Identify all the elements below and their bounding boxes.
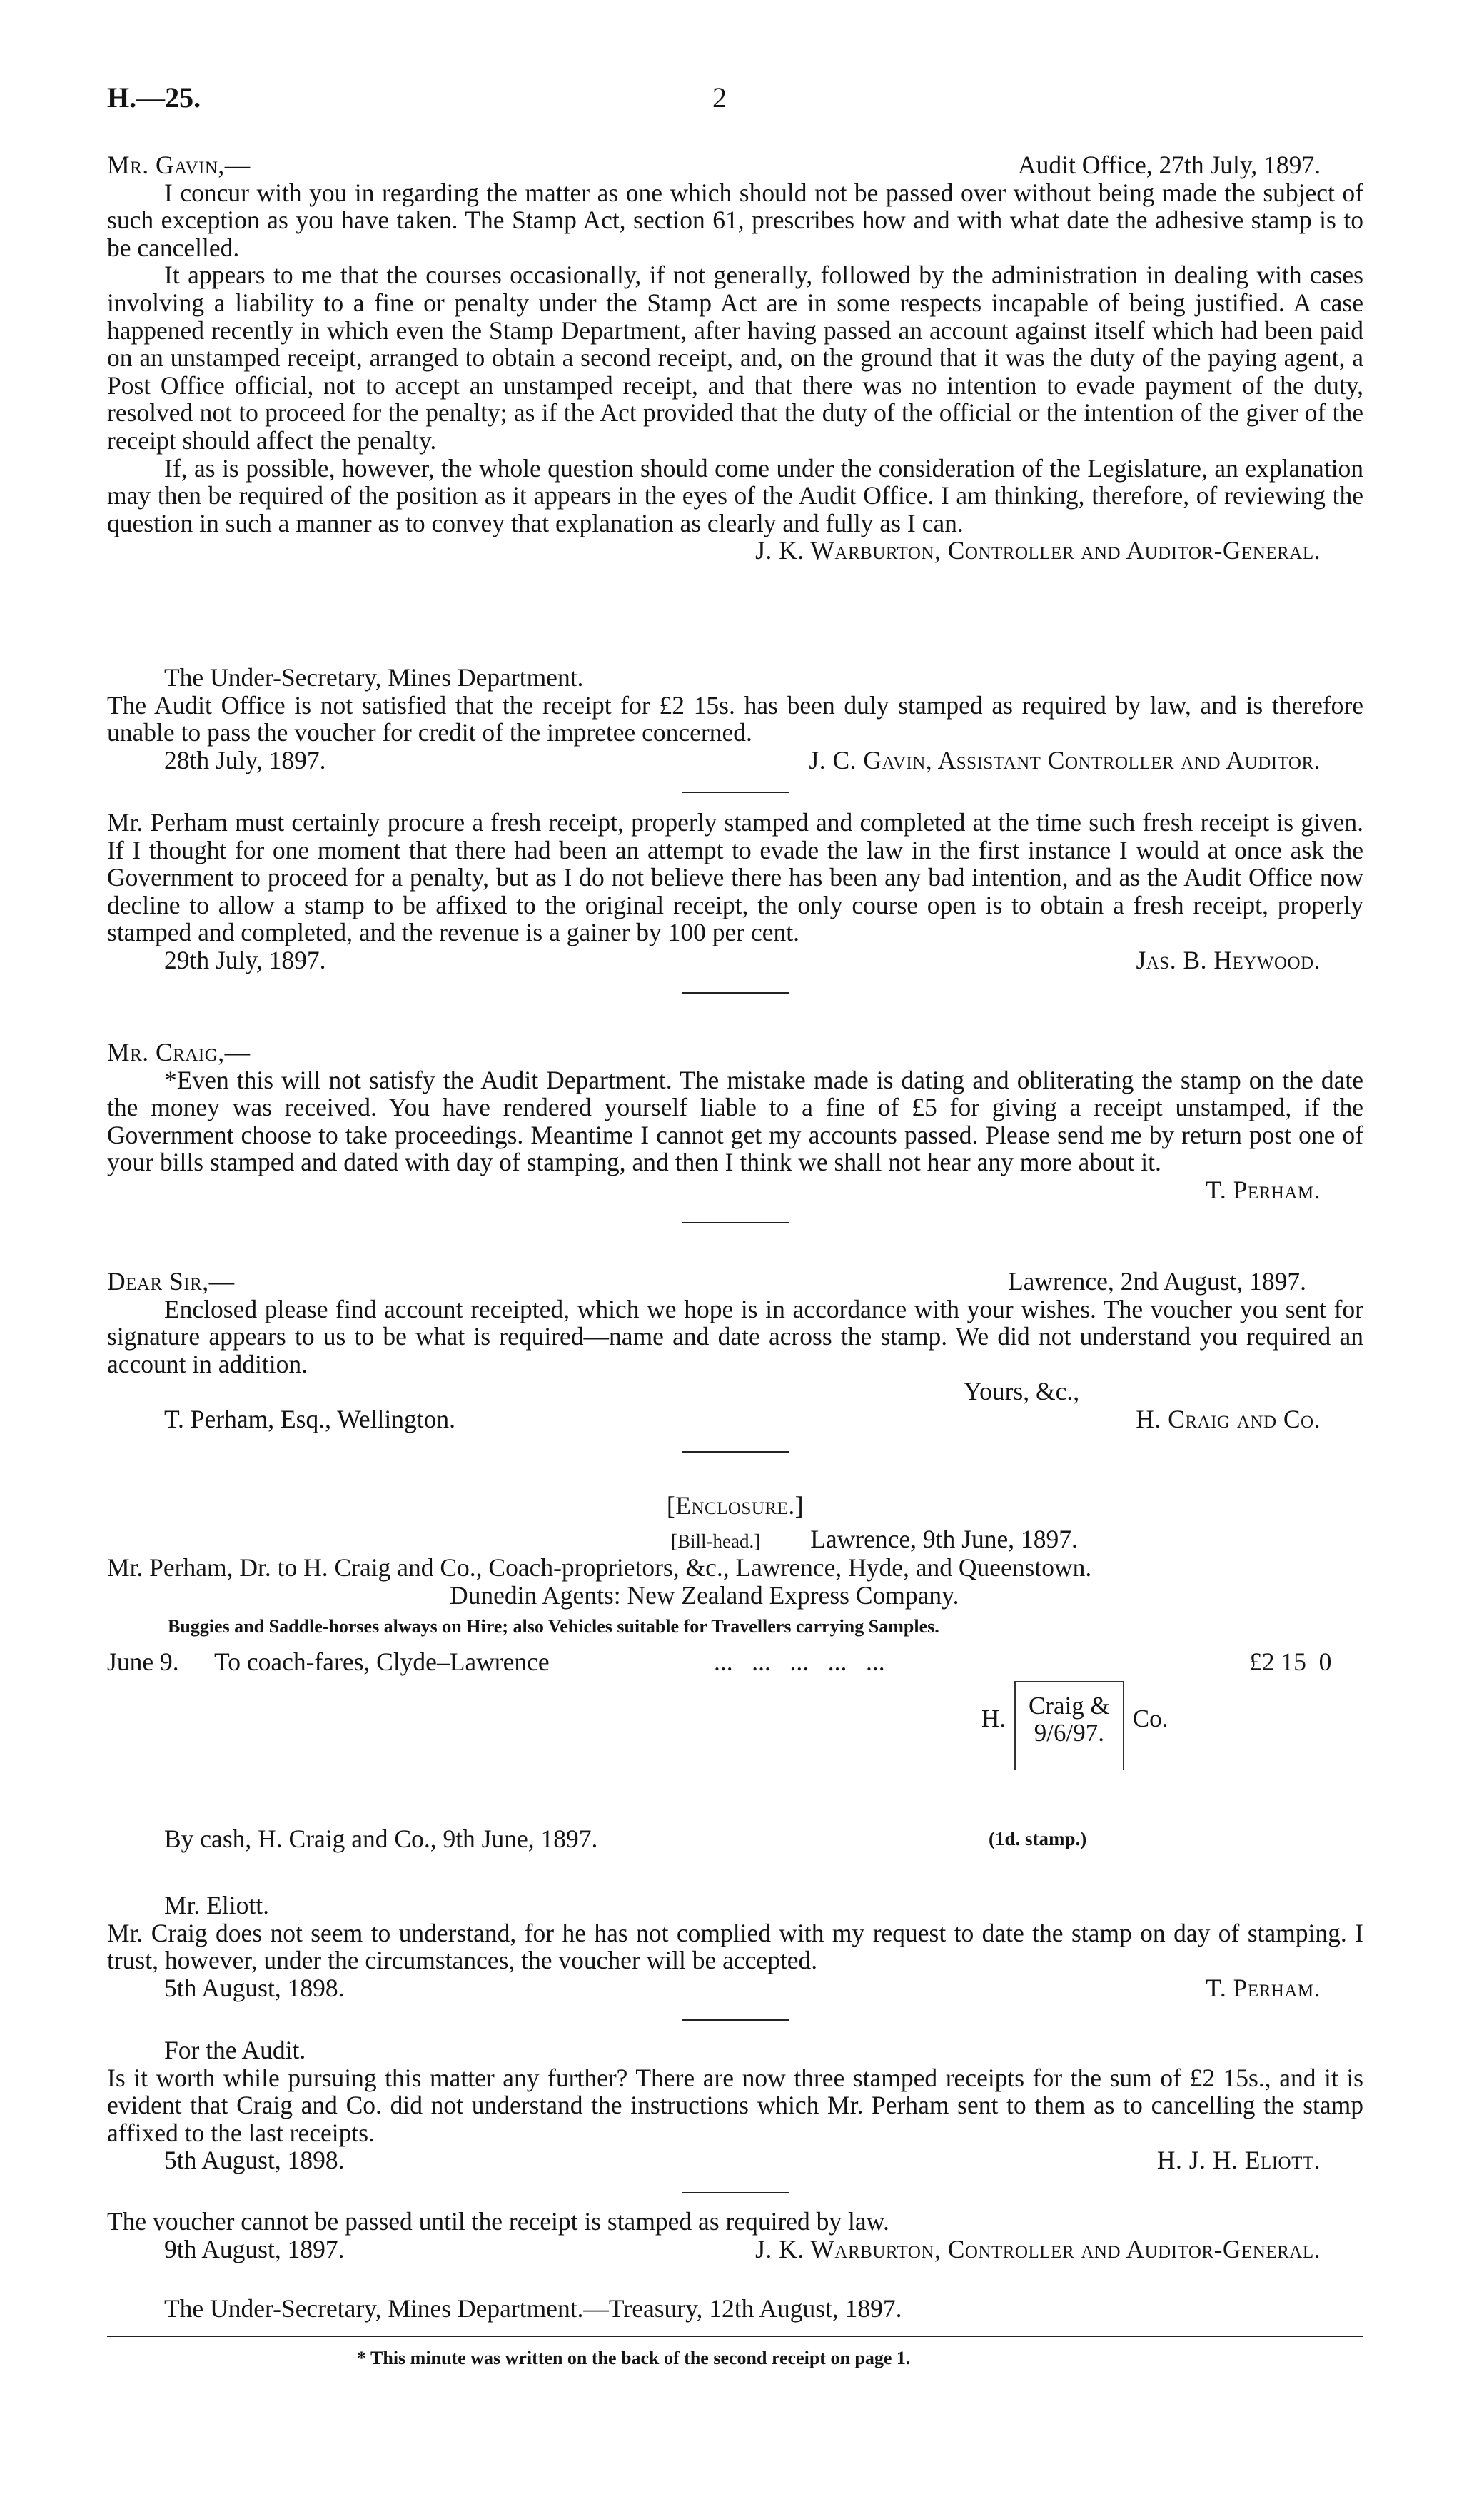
- final-line: The Under-Secretary, Mines Department.—Treasury, 12th August, 1897.: [164, 2294, 902, 2323]
- salutation: Dear Sir,—: [107, 1267, 235, 1296]
- signature: Jas. B. Heywood.: [1136, 945, 1321, 974]
- minute-warburton: [107, 2208, 1363, 2263]
- minute-eliott: [107, 2036, 1363, 2211]
- closing: Yours, &c.,: [964, 1377, 1080, 1406]
- signature: J. C. Gavin, Assistant Controller and Auditor.: [809, 745, 1321, 774]
- stamp-right-text: Co.: [1132, 1705, 1168, 1732]
- addressee: Mr. Eliott.: [164, 1891, 269, 1919]
- bill-agents: Dunedin Agents: New Zealand Express Company.: [450, 1580, 959, 1610]
- addressee: Mr. Craig,—: [107, 1038, 251, 1066]
- stamp-caption: (1d. stamp.): [989, 1828, 1087, 1849]
- letter-craig-to-perham: [107, 1268, 1363, 1470]
- stamp-text: Craig &: [1029, 1692, 1110, 1720]
- minute-body: Is it worth while pursuing this matter any further? There are now three stamped receipts for the sum of £2 15s., and it is evident that Craig and Co. did not understand the instructions which Mr. Perham sent to them as to cancelling the stamp affixed to the last receipts.: [107, 2063, 1363, 2147]
- addressee: For the Audit.: [164, 2036, 306, 2064]
- section-divider: [682, 1222, 789, 1223]
- minute-date: 9th August, 1897.: [164, 2234, 345, 2263]
- letter-body: Enclosed please find account receipted, which we hope is in accordance with your wishes. The voucher you sent for signature appears to us to be what is required—name and date across the stamp. We did not understand you required an account in addition.: [107, 1294, 1363, 1378]
- minute-perham-eliott: [107, 1892, 1363, 2039]
- paragraph: It appears to me that the courses occasionally, if not generally, followed by the administration in dealing with cases involving a liability to a fine or penalty under the Stamp Act are in some respects incapable of being justified. A case happened recently in which even the Stamp Department, after having passed an account against itself which had been paid on an unstamped receipt, arranged to obtain a second receipt, and, on the ground that it was the duty of the paying agent, a Post Office official, not to accept an unstamped receipt, and that there was no intention to evade payment of the duty, resolved not to proceed for the penalty; as if the Act provided that the duty of the official or the intention of the giver of the receipt should affect the penalty.: [107, 261, 1363, 455]
- bill-item-row: [107, 1648, 1363, 1676]
- minute-date: 5th August, 1898.: [164, 1973, 345, 2002]
- minute-body: Mr. Perham must certainly procure a fresh receipt, properly stamped and completed at the time such fresh receipt is given. If I thought for one moment that there had been an attempt to evade the law in the first instance I would at once ask the Government to proceed for a penalty, but as I do not believe there has been any bad intention, and as the Audit Office now decline to allow a stamp to be affixed to the original receipt, the only course open is to obtain a fresh receipt, properly stamped and completed, and the revenue is a gainer by 100 per cent.: [107, 808, 1363, 947]
- item-description: To coach-fares, Clyde–Lawrence: [214, 1647, 550, 1676]
- signature: J. K. Warburton, Controller and Auditor-General.: [755, 536, 1321, 565]
- section-divider: [682, 2019, 789, 2021]
- bill-to-line: Mr. Perham, Dr. to H. Craig and Co., Coach-proprietors, &c., Lawrence, Hyde, and Queenstown.: [107, 1553, 1092, 1582]
- minute-body: The voucher cannot be passed until the receipt is stamped as required by law.: [107, 2207, 889, 2236]
- item-date: June 9.: [107, 1647, 179, 1676]
- place-date: Lawrence, 2nd August, 1897.: [1007, 1267, 1306, 1296]
- paragraph: If, as is possible, however, the whole question should come under the consideration of the Legislature, an explanation may then be required of the position as it appears in the eyes of the Audit Office. I am thinking, therefore, of reviewing the question in such a manner as to convey that explanation as clearly and fully as I can.: [107, 453, 1363, 537]
- enclosure-bill: [107, 1492, 1363, 1676]
- footnote-rule: [107, 2336, 1363, 2337]
- minute-gavin: [107, 664, 1363, 811]
- minute-body: Mr. Craig does not seem to understand, for he has not complied with my request to date the stamp on day of stamping. I trust, however, under the circumstances, the voucher will be accepted.: [107, 1918, 1363, 1975]
- letter-perham-to-craig: [107, 1039, 1363, 1241]
- signature: T. Perham.: [1206, 1973, 1321, 2002]
- item-leaders: ... ... ... ... ...: [714, 1647, 885, 1676]
- stamp-date: 9/6/97.: [1034, 1719, 1104, 1747]
- signature: H. J. H. Eliott.: [1156, 2146, 1321, 2175]
- addressee: Mr. Gavin,—: [107, 151, 251, 179]
- minute-date: 28th July, 1897.: [164, 745, 326, 774]
- by-cash-line: By cash, H. Craig and Co., 9th June, 1897.: [164, 1824, 598, 1853]
- minute-body: The Audit Office is not satisfied that the receipt for £2 15s. has been duly stamped as required by law, and is therefore unable to pass the voucher for credit of the impretee concerned.: [107, 690, 1363, 747]
- document-reference: H.—25.: [107, 81, 201, 113]
- minute-date: 5th August, 1898.: [164, 2146, 345, 2175]
- letter-audit-office: [107, 151, 1363, 565]
- letter-body: *Even this will not satisfy the Audit Department. The mistake made is dating and obliterating the stamp on the date the money was received. You have rendered yourself liable to a fine of £5 for giving a receipt unstamped, if the Government choose to take proceedings. Meantime I cannot get my accounts passed. Please send me by return post one of your bills stamped and dated with day of stamping, and then I think we shall not hear any more about it.: [107, 1065, 1363, 1177]
- minute-date: 29th July, 1897.: [164, 945, 326, 974]
- section-divider: [682, 792, 789, 793]
- place-date: Audit Office, 27th July, 1897.: [1018, 151, 1321, 179]
- page-number: 2: [712, 81, 727, 113]
- enclosure-heading: [Enclosure.]: [666, 1491, 804, 1520]
- bill-place-date: Lawrence, 9th June, 1897.: [810, 1524, 1078, 1553]
- paragraph: I concur with you in regarding the matter as one which should not be passed over without being made the subject of such exception as you have taken. The Stamp Act, section 61, prescribes how and with what date the adhesive stamp is to be cancelled.: [107, 178, 1363, 262]
- stamp-box: [1014, 1681, 1124, 1770]
- bill-notice: Buggies and Saddle-horses always on Hire; also Vehicles suitable for Travellers carrying Samples.: [168, 1616, 939, 1637]
- footnote: * This minute was written on the back of the second receipt on page 1.: [357, 2348, 911, 2368]
- billhead-label: [Bill-head.]: [671, 1530, 761, 1552]
- minute-heywood: [107, 809, 1363, 1011]
- receipt-stamp: [981, 1681, 1168, 1770]
- signature: J. K. Warburton, Controller and Auditor-General.: [755, 2234, 1321, 2263]
- addressee: The Under-Secretary, Mines Department.: [164, 663, 584, 692]
- item-amount: £2 15 0: [1249, 1647, 1332, 1676]
- section-divider: [682, 992, 789, 994]
- addressee: T. Perham, Esq., Wellington.: [164, 1404, 455, 1433]
- stamp-left-text: H.: [981, 1705, 1006, 1732]
- section-divider: [682, 2192, 789, 2193]
- signature: T. Perham.: [1206, 1175, 1321, 1204]
- signature: H. Craig and Co.: [1136, 1404, 1321, 1433]
- section-divider: [682, 1451, 789, 1453]
